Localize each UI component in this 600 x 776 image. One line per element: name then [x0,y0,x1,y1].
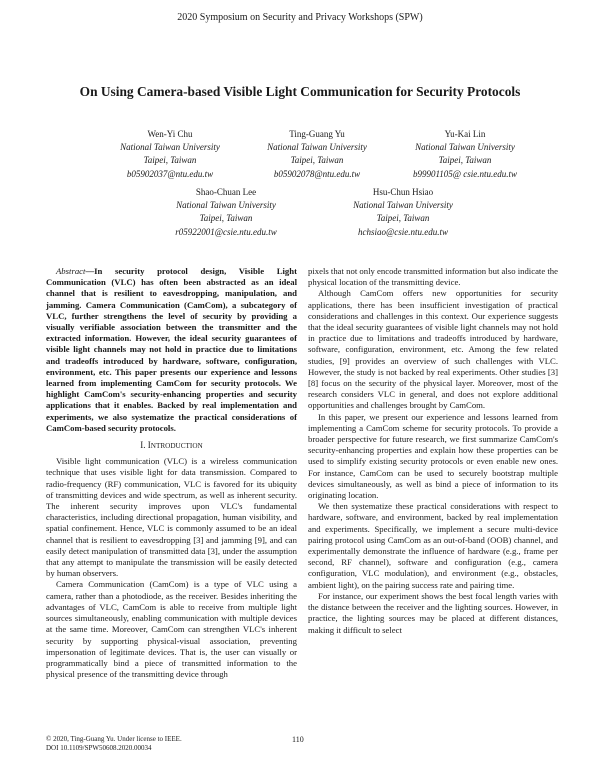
author-block [141,186,311,239]
page-number: 110 [292,735,304,744]
paragraph: We then systematize these practical considerations with respect to hardware, software, and environment, backed by real implementation and experiments. Specifically, we implement a secure multi-device pairing protocol using CamCom as an out-of-band (OOB) channel, and experimentally demonstrate the influence of hardware (e.g., frame per second, RF channel), software and configuration (e.g., camera configuration, VLC modulation), and environment (e.g., obstacles, ambient light), on the pairing success rate and pairing time. [308,501,558,590]
author-block [85,128,255,181]
author-block [318,186,488,239]
left-column [46,266,297,680]
right-column [308,266,558,636]
doi-line: DOI 10.1109/SPW50608.2020.00034 [46,744,152,752]
author-affiliation: National Taiwan University [267,142,367,153]
paragraph: Camera Communication (CamCom) is a type of VLC using a camera, rather than a photodiode, as the receiver. Besides inheriting the advantages of VLC, CamCom is able to receive from multiple light sources simultaneously, enabling communication with multiple devices at the same time. Moreover, CamCom can strengthen VLC's inherent security by supporting physical-visual association, preventing impersonation of legitimate devices. That is, the user can visually or programmatically bind a piece of transmitted information to the physical presence of the transmitting device through [46,579,297,680]
author-affiliation: National Taiwan University [415,142,515,153]
author-affiliation: National Taiwan University [176,200,276,211]
author-location: Taipei, Taiwan [438,155,492,166]
paper-title: On Using Camera-based Visible Light Communication for Security Protocols [79,84,521,99]
author-email: r05922001@csie.ntu.edu.tw [175,226,277,237]
author-location: Taipei, Taiwan [143,155,197,166]
author-email: hchsiao@csie.ntu.edu.tw [357,226,449,237]
author-email: b05902037@ntu.edu.tw [126,168,214,179]
venue-header: 2020 Symposium on Security and Privacy Workshops (SPW) [177,12,423,23]
section-heading: I. INTRODUCTION [140,440,203,451]
paragraph: Although CamCom offers new opportunities for security applications, there has been insufficient investigation of practical considerations and challenges in this context. Our experience suggests that the ideal security guarantees of visible light channels may not hold in practice due to limitations and tradeoffs introduced by hardware, software, configuration, environment, etc. Among the few related studies, [9] provides an overview of such challenges with VLC. However, the study is not backed by real experiments. Other studies [3] [8] focus on the security of the physical layer. Moreover, most of the research considers VLC in general, and does not explore additional opportunities and challenges brought by CamCom. [308,288,558,411]
author-block [232,128,402,181]
author-location: Taipei, Taiwan [199,213,253,224]
footer-copyright [46,735,182,753]
paragraph: For instance, our experiment shows the best focal length varies with the distance between the receiver and the lighting sources. However, in practice, the lighting sources may be placed at different distances, making it difficult to select [308,590,558,635]
author-name: Hsu-Chun Hsiao [372,187,434,197]
author-block [380,128,550,181]
abstract [46,266,297,434]
author-email: b05902078@ntu.edu.tw [273,168,361,179]
abstract-lead: Abstract [56,266,86,276]
author-name: Wen-Yi Chu [147,129,193,139]
author-email: b99901105@ csie.ntu.edu.tw [412,168,518,179]
author-location: Taipei, Taiwan [290,155,344,166]
author-name: Shao-Chuan Lee [195,187,257,197]
abstract-text: —In security protocol design, Visible Light Communication (VLC) has often been abstracted as an ideal channel that is resilient to eavesdropping, manipulation, and jamming. Camera Communication (CamCom), a subcategory of VLC, further strengthens the level of security by providing a visually verifiable association between the transmitter and the extracted information. However, the ideal security guarantees of visible light channels may not hold in practice due to limitations and tradeoffs introduced by hardware, software, configuration, environment, etc. This paper presents our experience and lessons learned from implementing CamCom for security protocols. We highlight CamCom's security-enhancing properties and security applications that it enables. Backed by real implementation and experiments, we also systematize the practical considerations of CamCom-based security protocols. [46,266,297,433]
author-name: Ting-Guang Yu [289,129,345,139]
author-affiliation: National Taiwan University [353,200,453,211]
copyright-line: © 2020, Ting-Guang Yu. Under license to IEEE. [46,735,182,743]
author-name: Yu-Kai Lin [444,129,486,139]
author-location: Taipei, Taiwan [376,213,430,224]
paragraph: pixels that not only encode transmitted information but also indicate the physical location of the transmitting device. [308,266,558,288]
paragraph: In this paper, we present our experience and lessons learned from implementing a CamCom scheme for security protocols. To provide a broader perspective for future research, we first summarize CamCom's security-enhancing properties and explain how these properties can be used to simplify existing security protocols or even enable new ones. For instance, CamCom can be used to securely bootstrap multiple devices simultaneously, as well as bind a piece of information to its originating location. [308,411,558,501]
author-affiliation: National Taiwan University [120,142,220,153]
paragraph: Visible light communication (VLC) is a wireless communication technique that uses visible light for data transmission. Compared to radio-frequency (RF) communication, VLC is favored for its ubiquity of transmitting devices and wide spectrum, as well as inherent security. The inherent security improves upon VLC's fundamental characteristics, including directional propagation, human visibility, and spatial confinement. Hence, VLC is commonly assumed to be an ideal channel that is resilient to eavesdropping [3] and jamming [9], and can easily detect manipulation of transmitted data [3], under the assumption that any attempt to manipulate the transmission will be easily detected by human observers. [46,456,297,579]
